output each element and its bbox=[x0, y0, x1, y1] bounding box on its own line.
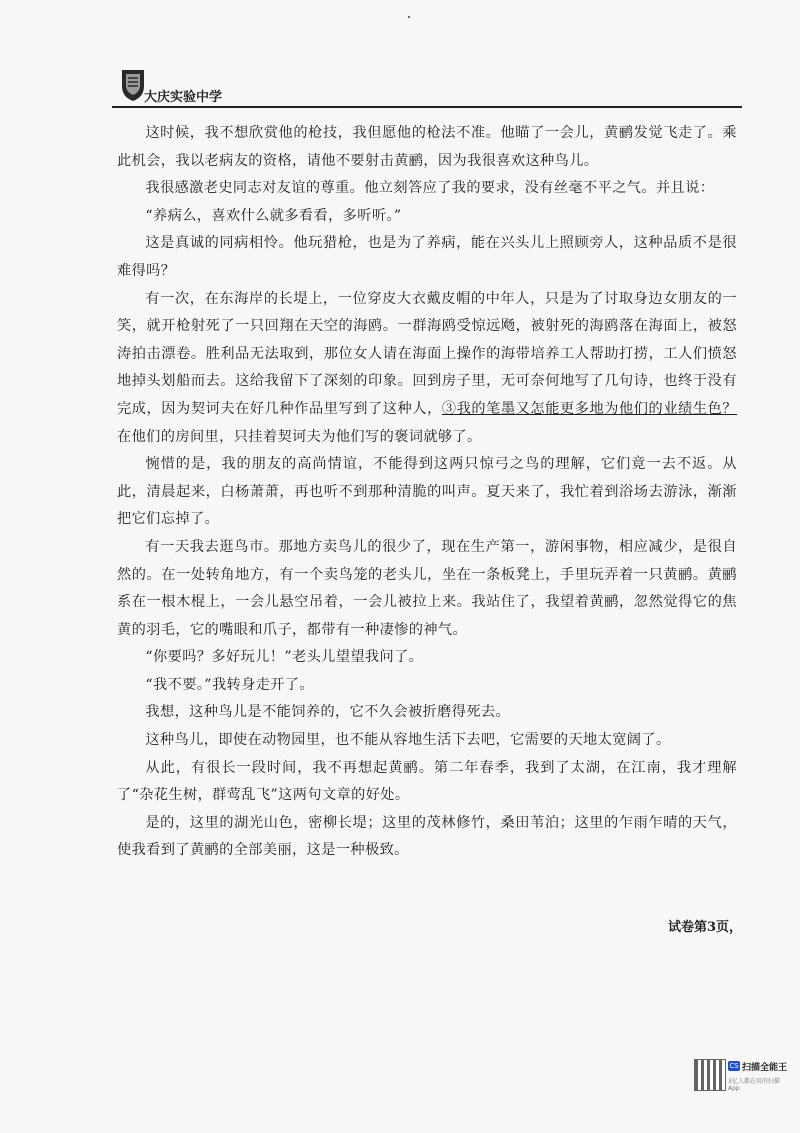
paragraph: “你要吗？多好玩儿！”老头儿望望我问了。 bbox=[145, 649, 424, 666]
scanner-watermark bbox=[692, 1057, 788, 1095]
paragraph: 这种鸟儿，即使在动物园里，也不能从容地生活下去吧，它需要的天地太宽阔了。 bbox=[145, 732, 671, 749]
scanner-subtitle: 3亿人都在用的扫描App bbox=[728, 1078, 780, 1092]
paragraph: 有一天我去逛鸟市。那地方卖鸟儿的很少了，现在生产第一，游闲事物，相应减少，是很自然的。在一处转角地方，有一个卖鸟笼的老头儿，坐在一条板凳上，手里玩弄着一只黄鹂。黄鹂系在一根木棍上，一会儿悬空吊着，一会儿被拉上来。我站住了，我望着黄鹂，忽然觉得它的焦黄的羽毛，它的嘴眼和爪子，都带有一种凄惨的神气。 bbox=[117, 538, 737, 638]
scanner-app-name: 扫描全能王 bbox=[742, 1063, 788, 1073]
school-name: 大庆实验中学 bbox=[144, 90, 223, 105]
paragraph-with-question bbox=[117, 286, 737, 452]
paragraph: 惋惜的是，我的朋友的高尚情谊，不能得到这两只惊弓之鸟的理解，它们竟一去不返。从此，清晨起来，白杨萧萧，再也听不到那种清脆的叫声。夏天来了，我忙着到浴场去游泳，渐渐把它们忘掉了。 bbox=[117, 456, 737, 528]
underlined-question-sentence: ③我的笔墨又怎能更多地为他们的业绩生色？ bbox=[441, 400, 737, 417]
page-header bbox=[112, 64, 742, 108]
paragraph: 这是真诚的同病相怜。他玩猎枪，也是为了养病，能在兴头儿上照顾旁人，这种品质不是很难得吗？ bbox=[117, 235, 737, 279]
paragraph: 从此，有很长一段时间，我不再想起黄鹂。第二年春季，我到了太湖，在江南，我才理解了“杂花生树，群莺乱飞”这两句文章的好处。 bbox=[117, 759, 737, 804]
camscanner-logo-icon: CS bbox=[729, 1062, 739, 1070]
paragraph: “养病么，喜欢什么就多看看，多听听。” bbox=[145, 207, 402, 224]
scan-speck bbox=[408, 16, 410, 18]
qr-code-icon bbox=[694, 1059, 726, 1091]
paragraph-tail: 在他们的房间里，只挂着契诃夫为他们写的褒词就够了。 bbox=[117, 428, 482, 445]
paragraph-text: 有一次，在东海岸的长堤上，一位穿皮大衣戴皮帽的中年人，只是为了讨取身边女朋友的一笑，就开枪射死了一只回翔在天空的海鸥。一群海鸥受惊远飏，被射死的海鸥落在海面上，被怒涛拍击漂卷。胜利品无法取到，那位女人请在海面上操作的海带培养工人帮助打捞，工人们愤怒地掉头划船而去。这给我留下了深刻的印象。回到房子里，无可奈何地写了几句诗，也终于没有完成，因为契诃夫在好几种作品里写到了这种人， bbox=[117, 290, 737, 417]
paragraph: 这时候，我不想欣赏他的枪技，我但愿他的枪法不准。他瞄了一会儿，黄鹂发觉飞走了。乘此机会，我以老病友的资格，请他不要射击黄鹂，因为我很喜欢这种鸟儿。 bbox=[117, 125, 737, 169]
paragraph: 我想，这种鸟儿是不能饲养的，它不久会被折磨得死去。 bbox=[145, 704, 511, 721]
paragraph: 我很感激老史同志对友谊的尊重。他立刻答应了我的要求，没有丝毫不平之气。并且说： bbox=[145, 180, 715, 197]
paragraph: 是的，这里的湖光山色，密柳长堤；这里的茂林修竹，桑田苇泊；这里的乍雨乍晴的天气，使我看到了黄鹂的全部美丽，这是一种极致。 bbox=[117, 814, 737, 859]
article-body bbox=[117, 120, 737, 865]
page-number: 试卷第3页， bbox=[667, 920, 742, 935]
paragraph: “我不要。”我转身走开了。 bbox=[145, 676, 315, 693]
